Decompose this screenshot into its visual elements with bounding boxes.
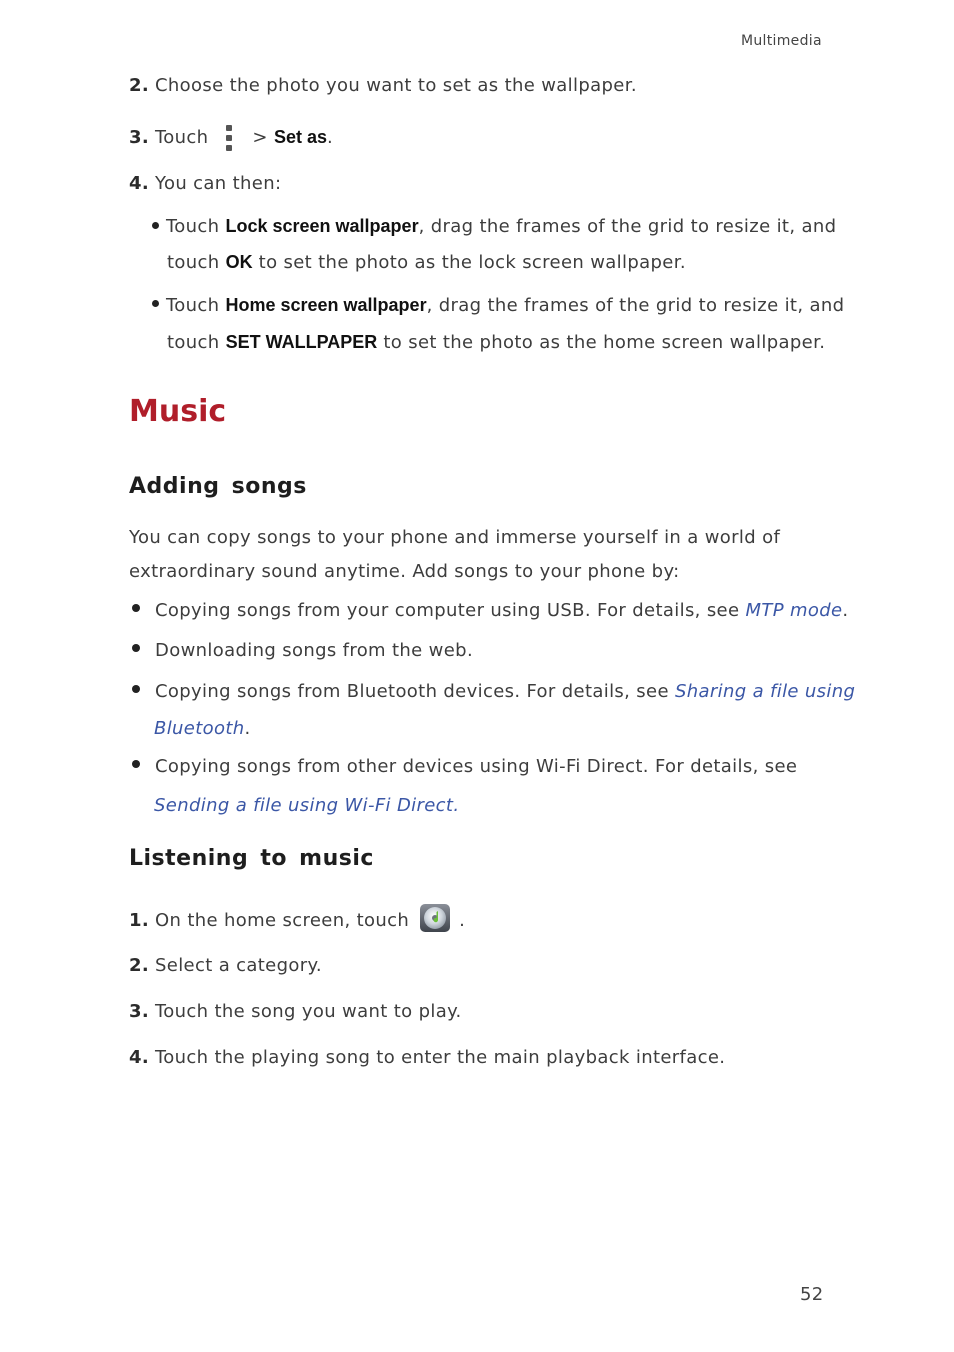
step-number: 3. — [129, 1001, 150, 1022]
bullet-period: . — [244, 718, 251, 739]
step-text: Touch the song you want to play. — [155, 1001, 462, 1022]
step-separator: > — [252, 127, 274, 148]
more-vertical-icon — [224, 124, 234, 152]
running-header: Multimedia — [741, 33, 822, 49]
step-number: 3. — [129, 127, 150, 148]
listening-step-4 — [129, 1047, 725, 1068]
home-screen-wallpaper-label: Home screen wallpaper — [225, 295, 427, 315]
listening-step-2 — [129, 955, 322, 976]
adding-intro-line1: You can copy songs to your phone and immerse yourself in a world of — [129, 527, 781, 548]
adding-bullet-web — [155, 640, 473, 661]
bullet-period: . — [453, 795, 460, 816]
option-text: touch — [167, 252, 226, 273]
adding-bullet-wifi-direct-line2 — [154, 795, 459, 816]
listening-step-3 — [129, 1001, 462, 1022]
step-text: You can then: — [155, 173, 282, 194]
step-period: . — [459, 910, 466, 931]
adding-bullet-bluetooth-line2 — [154, 718, 251, 739]
mtp-mode-link[interactable]: MTP mode — [745, 600, 843, 621]
adding-bullet-bluetooth-line1 — [155, 681, 855, 702]
step-4-you-can-then — [129, 173, 281, 194]
step-number: 1. — [129, 910, 150, 931]
step-number: 2. — [129, 955, 150, 976]
step-text: Choose the photo you want to set as the wallpaper. — [155, 75, 637, 96]
option-text: to set the photo as the home screen wallpaper. — [377, 332, 826, 353]
ok-label: OK — [225, 252, 253, 272]
option-text: Touch — [166, 295, 226, 316]
bullet-dot — [132, 604, 140, 612]
step-3-touch-menu — [129, 121, 333, 154]
adding-songs-heading: Adding songs — [129, 474, 307, 499]
bullet-dot — [132, 644, 140, 652]
option-lock-screen-line2 — [167, 252, 686, 273]
sharing-bluetooth-link-cont[interactable]: Bluetooth — [154, 718, 245, 739]
option-lock-screen-line1 — [166, 216, 836, 237]
step-text: Select a category. — [155, 955, 323, 976]
step-number: 4. — [129, 173, 150, 194]
page-number: 52 — [800, 1284, 824, 1305]
set-wallpaper-label: SET WALLPAPER — [225, 332, 378, 352]
step-text: Touch — [155, 127, 209, 148]
option-text: , drag the frames of the grid to resize it, and — [418, 216, 837, 237]
lock-screen-wallpaper-label: Lock screen wallpaper — [225, 216, 419, 236]
step-number: 4. — [129, 1047, 150, 1068]
option-text: , drag the frames of the grid to resize it, and — [426, 295, 845, 316]
step-text: On the home screen, touch — [155, 910, 410, 931]
bullet-text: Copying songs from other devices using Wi-Fi Direct. For details, see — [155, 756, 798, 777]
bullet-dot — [152, 300, 159, 307]
adding-intro-line2: extraordinary sound anytime. Add songs to your phone by: — [129, 561, 680, 582]
adding-bullet-wifi-direct-line1 — [155, 756, 797, 777]
option-text: Touch — [166, 216, 226, 237]
bullet-dot — [132, 760, 140, 768]
section-title: Music — [129, 394, 227, 429]
set-as-label: Set as — [273, 127, 327, 147]
option-text: touch — [167, 332, 226, 353]
listening-heading: Listening to music — [129, 846, 374, 871]
option-text: to set the photo as the lock screen wallpaper. — [252, 252, 686, 273]
step-text: Touch the playing song to enter the main playback interface. — [155, 1047, 726, 1068]
step-number: 2. — [129, 75, 150, 96]
step-2-set-wallpaper — [129, 75, 637, 96]
bullet-dot — [132, 685, 140, 693]
bullet-text: Downloading songs from the web. — [155, 640, 474, 661]
sharing-bluetooth-link[interactable]: Sharing a file using — [674, 681, 856, 702]
option-home-screen-line2 — [167, 332, 825, 353]
bullet-text: Copying songs from Bluetooth devices. For details, see — [155, 681, 675, 702]
option-home-screen-line1 — [166, 295, 844, 316]
music-app-icon — [419, 903, 451, 933]
listening-step-1 — [129, 909, 465, 933]
adding-bullet-usb — [155, 600, 849, 621]
bullet-text: Copying songs from your computer using USB. For details, see — [155, 600, 746, 621]
step-period: . — [326, 127, 334, 148]
bullet-period: . — [842, 600, 849, 621]
wifi-direct-link[interactable]: Sending a file using Wi-Fi Direct — [154, 795, 454, 816]
bullet-dot — [152, 222, 159, 229]
